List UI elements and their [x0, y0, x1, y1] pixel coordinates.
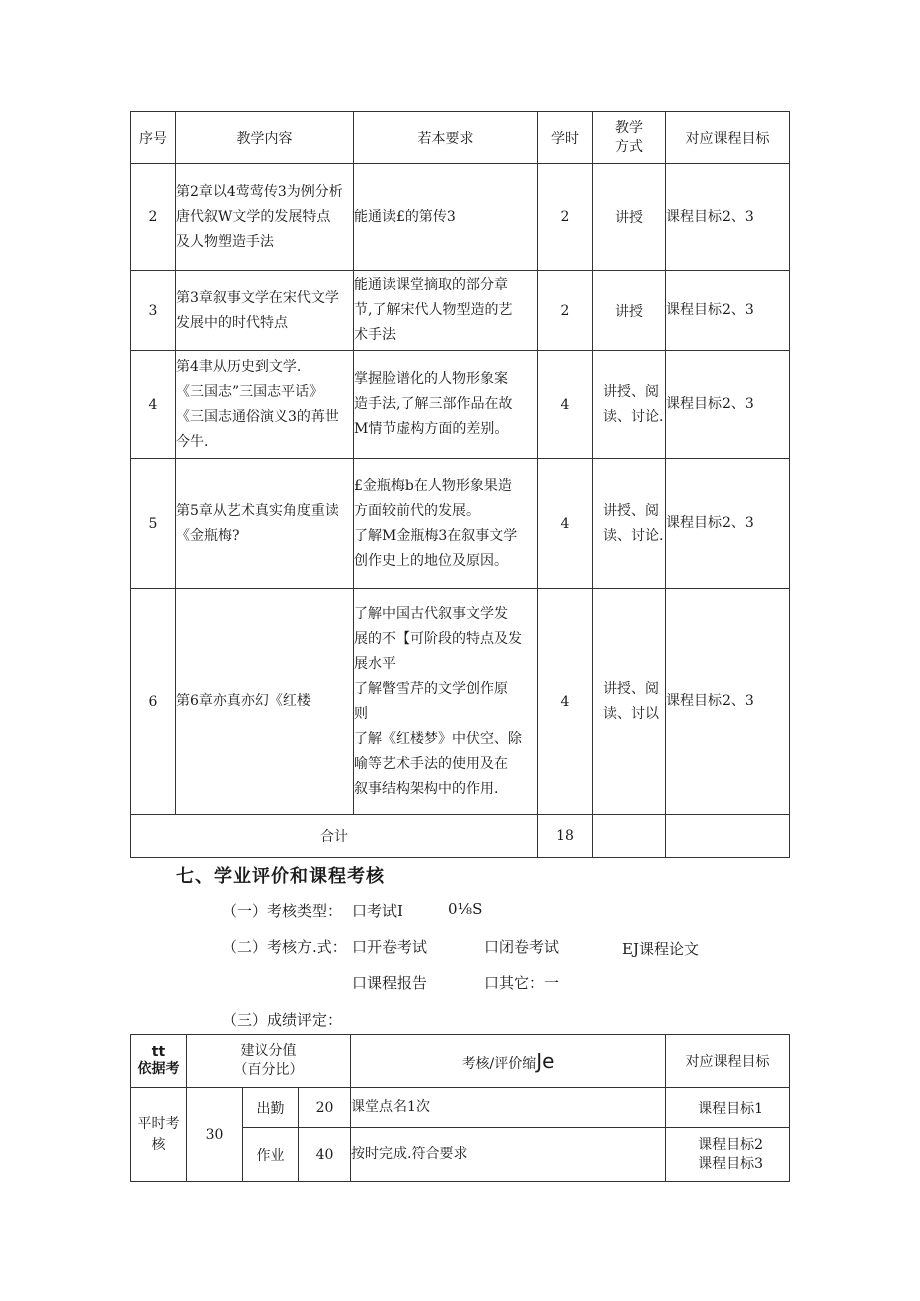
- row-requirement: 能通读£的第传3: [354, 164, 538, 271]
- item-percent: 20: [299, 1088, 351, 1128]
- row-number: 4: [131, 351, 176, 459]
- group-score: 30: [187, 1088, 243, 1182]
- col-header-requirement: 若本要求: [354, 112, 538, 164]
- row-requirement: 了解中国古代叙事文学发 展的不【可阶段的特点及发 展水平 了解瞥雪芹的文学创作原 则 了解《红楼梦》中伏空、除 喻等艺术手法的使用及在 叙事结构架构中的作用.: [354, 589, 538, 815]
- row-content: 第6章亦真亦幻《红楼: [176, 589, 354, 815]
- standard-text: 考核/评价缩: [461, 1056, 537, 1072]
- row-hours: 2: [538, 271, 593, 351]
- col-header-content: 教学内容: [176, 112, 354, 164]
- table-row: [131, 459, 790, 589]
- table-row: [131, 164, 790, 271]
- grading-row: [131, 1088, 790, 1128]
- item-percent: 40: [299, 1128, 351, 1182]
- row-method: 讲授、阅 读、讨论.: [593, 351, 666, 459]
- other-method-option: 口其它：一: [484, 974, 560, 992]
- item-goal: 课程目标2 课程目标3: [666, 1128, 790, 1182]
- group-label: 平时考 核: [131, 1088, 187, 1182]
- teaching-schedule-table: [130, 111, 790, 858]
- row-goal: 课程目标2、3: [666, 589, 790, 815]
- section-heading: 七、学业评价和课程考核: [176, 866, 385, 887]
- row-method: 讲授: [593, 164, 666, 271]
- row-goal: 课程目标2、3: [666, 351, 790, 459]
- course-report-option: 口课程报告: [352, 974, 428, 992]
- grading-header-row: [131, 1035, 790, 1088]
- row-number: 2: [131, 164, 176, 271]
- col-header-hours: 学时: [538, 112, 593, 164]
- basis-line-1: tt: [151, 1044, 166, 1060]
- total-hours: 18: [538, 815, 593, 858]
- col-header-method: 教学 方式: [593, 112, 666, 164]
- row-hours: 4: [538, 459, 593, 589]
- assessment-type-exam-option: 口考试I: [352, 902, 403, 920]
- total-empty-cell: [593, 815, 666, 858]
- standard-text-large: Je: [536, 1049, 555, 1073]
- row-hours: 4: [538, 589, 593, 815]
- row-hours: 2: [538, 164, 593, 271]
- item-description: 按时完成.符合要求: [351, 1128, 666, 1182]
- row-goal: 课程目标2、3: [666, 459, 790, 589]
- table-row: [131, 271, 790, 351]
- row-method: 讲授、阅 读、讨论.: [593, 459, 666, 589]
- row-number: 5: [131, 459, 176, 589]
- col-header-basis: [131, 1035, 187, 1088]
- row-number: 3: [131, 271, 176, 351]
- row-number: 6: [131, 589, 176, 815]
- item-goal: 课程目标1: [666, 1088, 790, 1128]
- row-content: 第2章以4莺莺传3为例分析 唐代叙W文学的发展特点 及人物塑造手法: [176, 164, 354, 271]
- total-empty-cell: [666, 815, 790, 858]
- grading-table: [130, 1034, 790, 1182]
- col-header-standard: [351, 1035, 666, 1088]
- col-header-goal: 对应课程目标: [666, 1035, 790, 1088]
- row-method: 讲授: [593, 271, 666, 351]
- assessment-method-label: （二）考核方.式：: [222, 938, 347, 956]
- row-requirement: 掌握脸谱化的人物形象案 造手法,了解三部作品在故 M情节虚构方面的差别。: [354, 351, 538, 459]
- table-header-row: [131, 112, 790, 164]
- total-row: [131, 815, 790, 858]
- row-content: 第5章从艺术真实角度重读 《金瓶梅?: [176, 459, 354, 589]
- row-hours: 4: [538, 351, 593, 459]
- row-goal: 课程目标2、3: [666, 164, 790, 271]
- row-content: 第4聿从历史到文学. 《三国志”三国志平话》 《三国志通俗演义3的苒世 今牛.: [176, 351, 354, 459]
- col-header-score: 建议分值 （百分比）: [187, 1035, 351, 1088]
- col-header-number: 序号: [131, 112, 176, 164]
- row-goal: 课程目标2、3: [666, 271, 790, 351]
- item-name: 作业: [243, 1128, 299, 1182]
- item-name: 出勤: [243, 1088, 299, 1128]
- row-method: 讲授、阅 读、讨以: [593, 589, 666, 815]
- closed-book-exam-option: 口闭卷考试: [484, 938, 560, 956]
- assessment-type-other-option: 0⅛S: [448, 900, 483, 918]
- assessment-type-label: （一）考核类型：: [222, 902, 343, 920]
- row-requirement: £金瓶梅b在人物形象果造 方面较前代的发展。 了解M金瓶梅3在叙事文学 创作史上的地位及原因。: [354, 459, 538, 589]
- table-row: [131, 589, 790, 815]
- grade-evaluation-label: （三）成绩评定：: [222, 1011, 343, 1029]
- row-requirement: 能通读课堂摘取的部分章 节,了解宋代人物型造的艺 术手法: [354, 271, 538, 351]
- course-paper-option: EJ课程论文: [622, 940, 699, 958]
- item-description: 课堂点名1次: [351, 1088, 666, 1128]
- col-header-goal: 对应课程目标: [666, 112, 790, 164]
- open-book-exam-option: 口开卷考试: [352, 938, 428, 956]
- total-label: 合计: [131, 815, 538, 858]
- basis-line-2: 依据考: [137, 1061, 180, 1077]
- row-content: 第3章叙事文学在宋代文学 发展中的时代特点: [176, 271, 354, 351]
- table-row: [131, 351, 790, 459]
